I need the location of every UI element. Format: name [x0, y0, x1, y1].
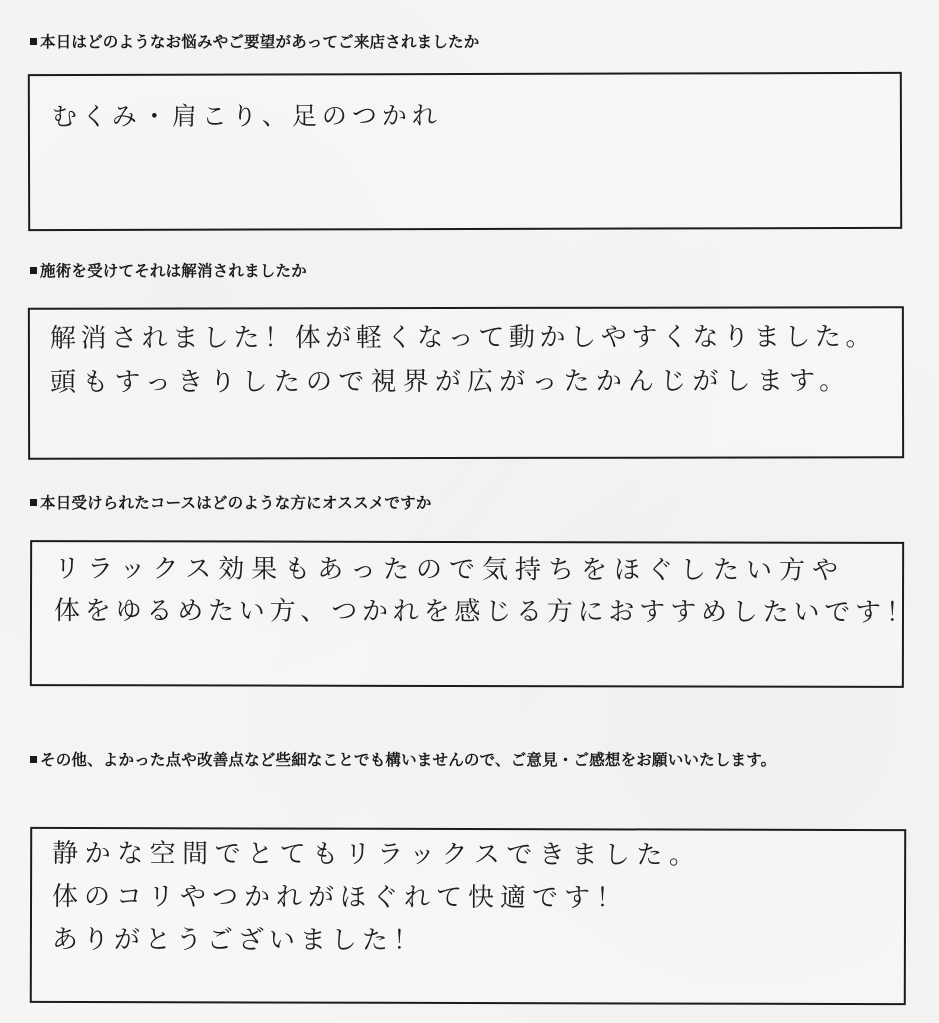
answer-3-line-1: リラックス効果もあったので気持ちをほぐしたい方や: [54, 554, 846, 586]
answer-box-1: [28, 72, 902, 231]
answer-4-line-3: ありがとうございました！: [51, 924, 424, 956]
question-3-label: [30, 491, 432, 515]
answer-4-line-2: 体のコリやつかれがほぐれて快適です！: [52, 881, 629, 914]
question-4-text: その他、よかった点や改善点など些細なことでも構いませんので、ご意見・ご感想をお願いいたします。: [40, 751, 777, 769]
answer-1-line-1: むくみ・肩こり、足のつかれ: [51, 101, 442, 132]
bullet-square-icon: [30, 499, 37, 506]
answer-box-2: [28, 306, 904, 460]
bullet-square-icon: [30, 267, 37, 274]
bullet-square-icon: [30, 38, 37, 45]
bullet-square-icon: [30, 756, 37, 763]
question-1-label: [30, 30, 479, 54]
question-2-text: 施術を受けてそれは解消されましたか: [40, 262, 307, 280]
answer-box-3: [30, 540, 917, 688]
question-1-text: 本日はどのようなお悩みやご要望があってご来店されましたか: [40, 33, 480, 51]
question-2-label: [30, 259, 307, 283]
answer-box-4: [30, 827, 906, 1005]
answer-2-line-1: 解消されました！体が軽くなって動かしやすくなりました。: [49, 322, 877, 354]
answer-2-line-2: 頭もすっきりしたので視界が広がったかんじがします。: [49, 366, 852, 398]
answer-3-line-2: 体をゆるめたい方、つかれを感じる方におすすめしたいです！: [53, 596, 917, 628]
question-3-text: 本日受けられたコースはどのような方にオススメですか: [40, 494, 432, 512]
answer-4-line-1: 静かな空間でとてもリラックスできました。: [52, 838, 702, 871]
question-4-label: [30, 748, 910, 772]
